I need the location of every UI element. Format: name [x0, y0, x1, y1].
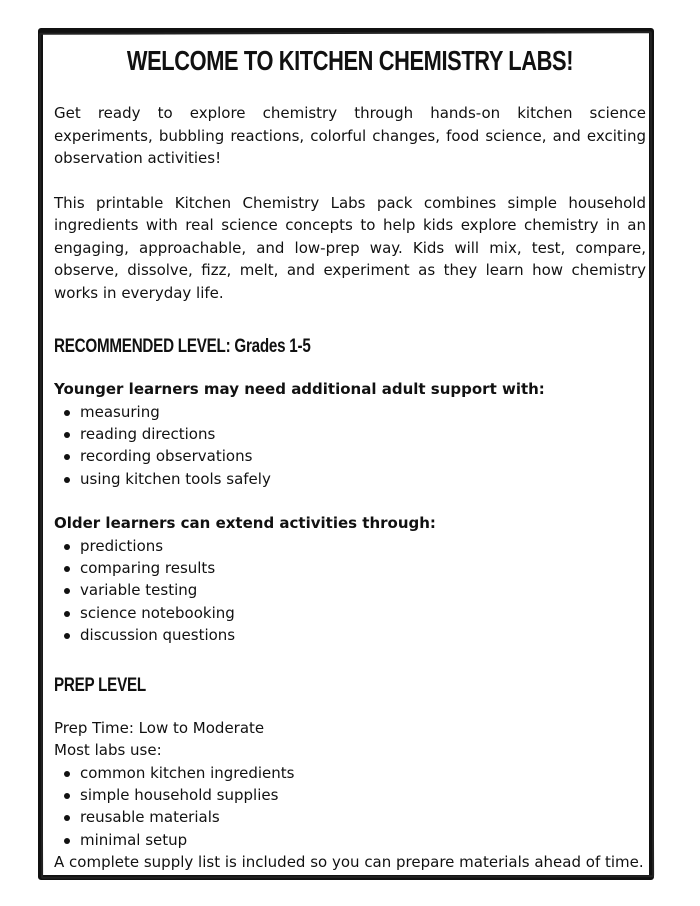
- list-item: science notebooking: [54, 602, 646, 624]
- bullet-icon: [64, 544, 70, 550]
- list-item: minimal setup: [54, 829, 646, 851]
- bullet-icon: [64, 566, 70, 572]
- bullet-icon: [64, 410, 70, 416]
- supply-list-note: A complete supply list is included so you can prepare materials ahead of time.: [54, 853, 644, 872]
- bullet-icon: [64, 432, 70, 438]
- bullet-icon: [64, 771, 70, 777]
- recommended-level-heading: RECOMMENDED LEVEL: Grades 1-5: [54, 336, 311, 357]
- bullet-icon: [64, 611, 70, 617]
- most-labs-use: Most labs use:: [54, 741, 162, 760]
- list-item: comparing results: [54, 557, 646, 579]
- bullet-icon: [64, 815, 70, 821]
- intro-paragraph-2: This printable Kitchen Chemistry Labs pack combines simple household ingredients with real science concepts to help kids explore chemistry in an engaging, approachable, and low-prep way. Kids will mix, test, compare, observe, dissolve, fizz, melt, and experiment as they learn how chemistry works in everyday life.: [54, 193, 646, 302]
- bullet-icon: [64, 588, 70, 594]
- list-item: reading directions: [54, 423, 646, 445]
- document-body: [54, 36, 646, 874]
- prep-level-heading: PREP LEVEL: [54, 674, 146, 696]
- list-item: discussion questions: [54, 624, 646, 646]
- list-item: using kitchen tools safely: [54, 468, 646, 490]
- list-item: recording observations: [54, 445, 646, 467]
- younger-learners-list: [54, 401, 646, 491]
- bullet-icon: [64, 838, 70, 844]
- list-item: reusable materials: [54, 806, 646, 828]
- list-item: predictions: [54, 535, 646, 557]
- prep-time: Prep Time: Low to Moderate: [54, 718, 265, 737]
- bullet-icon: [64, 793, 70, 799]
- intro-paragraph-1: Get ready to explore chemistry through hands-on kitchen science experiments, bubbling reactions, colorful changes, food science, and exciting observation activities!: [54, 104, 646, 167]
- bullet-icon: [64, 454, 70, 460]
- list-item: measuring: [54, 401, 646, 423]
- page-title: WELCOME TO KITCHEN CHEMISTRY LABS!: [126, 45, 574, 76]
- older-learners-list: [54, 535, 646, 647]
- list-item: simple household supplies: [54, 784, 646, 806]
- younger-learners-lead: Younger learners may need additional adult support with:: [54, 380, 545, 398]
- bullet-icon: [64, 633, 70, 639]
- prep-materials-list: [54, 762, 646, 852]
- list-item: common kitchen ingredients: [54, 762, 646, 784]
- bullet-icon: [64, 477, 70, 483]
- older-learners-lead: Older learners can extend activities through:: [54, 514, 436, 533]
- list-item: variable testing: [54, 579, 646, 601]
